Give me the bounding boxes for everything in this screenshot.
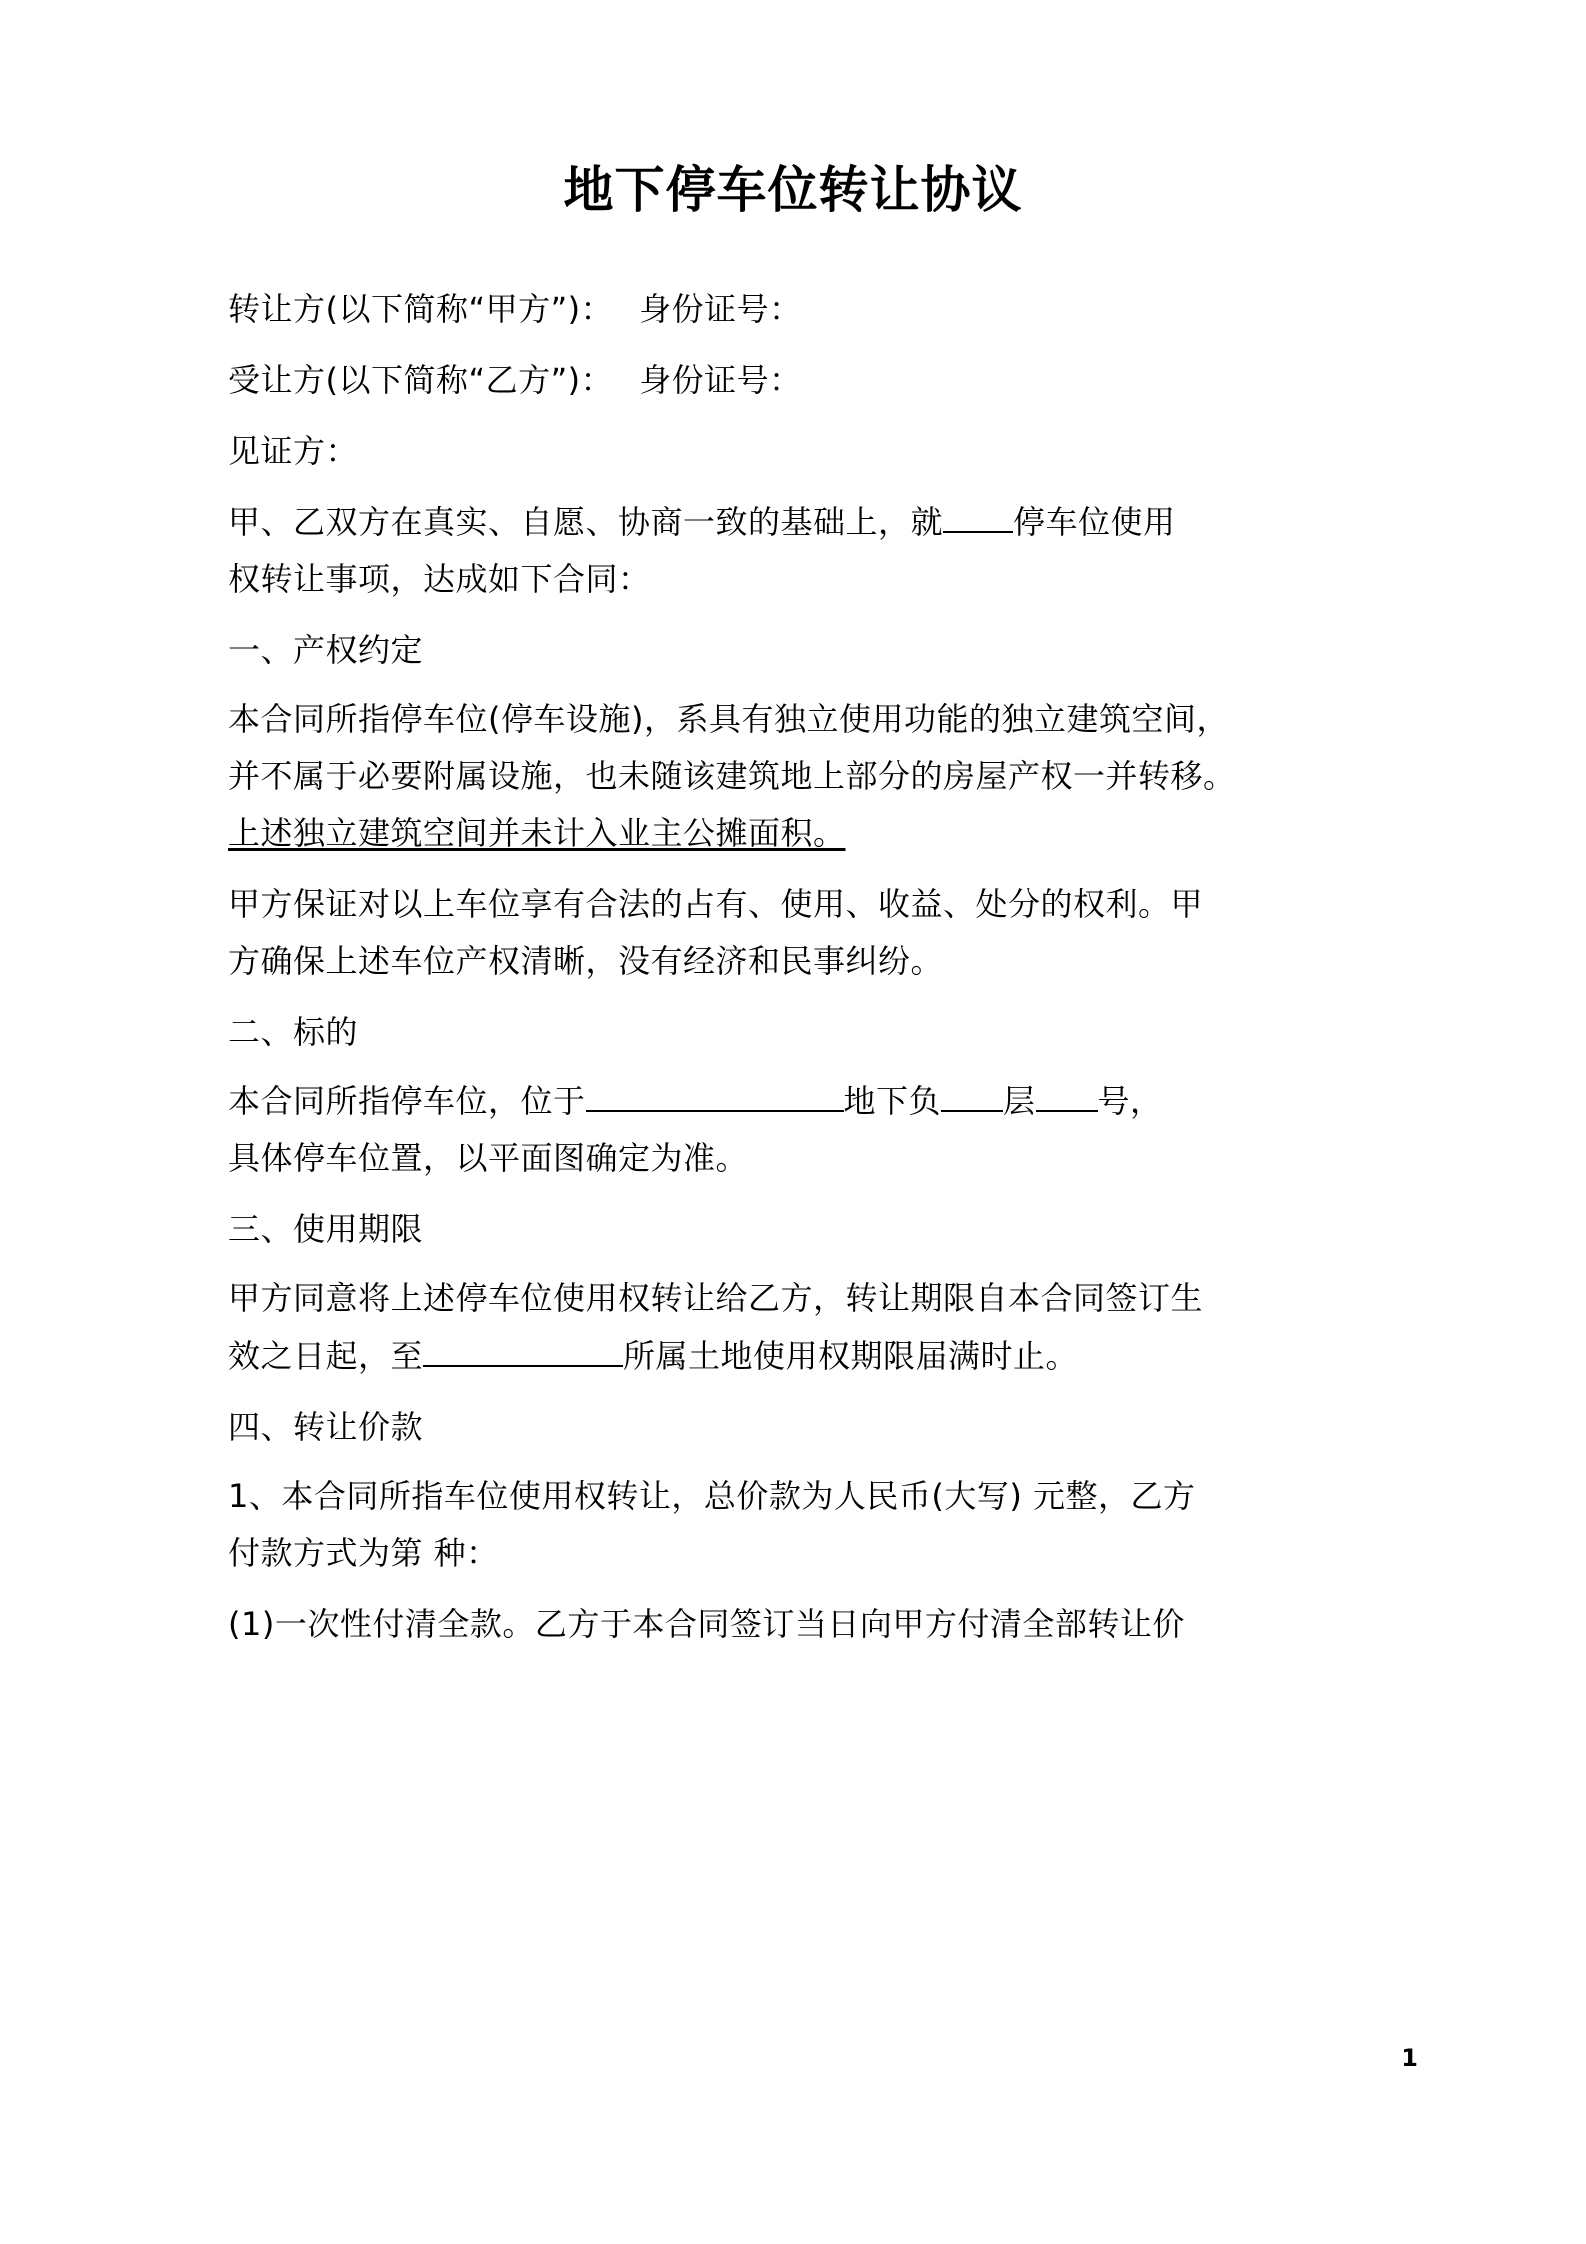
- s1-p2-line1-text: 甲方保证对以上车位享有合法的占有、使用、收益、处分的权利。甲: [228, 885, 1204, 924]
- heading-section-1: [228, 623, 1358, 678]
- s1-p1-line3-text: 上述独立建筑空间并未计入业主公摊面积。: [228, 814, 846, 853]
- paragraph-s1-p2-line2: [228, 934, 1358, 989]
- s1-p1-line1-text: 本合同所指停车位(停车设施)，系具有独立使用功能的独立建筑空间，: [228, 700, 1229, 739]
- paragraph-s3-line2: [228, 1329, 1358, 1384]
- s2-line1-seg-0: 本合同所指停车位，位于: [228, 1082, 586, 1121]
- transferee-id-label: 身份证号：: [639, 361, 802, 400]
- blank-field-land-use-term: [423, 1365, 623, 1367]
- paragraph-s2-line1: [228, 1074, 1358, 1129]
- paragraph-s4-line2: [228, 1526, 1358, 1581]
- section-2-title: 二、标的: [228, 1013, 359, 1052]
- paragraph-preamble-line1: [228, 495, 1358, 550]
- paragraph-s2-line2: [228, 1131, 1358, 1186]
- s4-option-1-text: (1)一次性付清全款。乙方于本合同签订当日向甲方付清全部转让价: [228, 1604, 1185, 1643]
- paragraph-s1-p1-line2: [228, 749, 1358, 804]
- s2-line2-text: 具体停车位置，以平面图确定为准。: [228, 1139, 749, 1178]
- paragraph-transferor: [228, 282, 1358, 337]
- s2-line1-seg-6: 号，: [1097, 1082, 1163, 1121]
- transferor-id-label: 身份证号：: [639, 290, 802, 328]
- s3-line2-seg-0: 效之日起，至: [228, 1336, 424, 1375]
- transferor-label: 转让方(以下简称“甲方”)：: [228, 290, 614, 328]
- paragraph-s1-p2-line1: [228, 877, 1358, 932]
- s2-line1-seg-4: 层: [1003, 1082, 1036, 1121]
- preamble-text-before: 甲、乙双方在真实、自愿、协商一致的基础上，就: [228, 503, 944, 542]
- section-1-title: 一、产权约定: [228, 631, 424, 670]
- s4-line1-text: 1、本合同所指车位使用权转让，总价款为人民币(大写) 元整，乙方: [228, 1476, 1196, 1515]
- paragraph-preamble-line2: [228, 552, 1358, 607]
- blank-field-location: [586, 1110, 844, 1112]
- blank-field-floor: [941, 1110, 1003, 1112]
- s4-line2-text: 付款方式为第 种：: [228, 1533, 499, 1572]
- heading-section-4: [228, 1400, 1358, 1455]
- paragraph-s3-line1: [228, 1271, 1358, 1326]
- transferee-label: 受让方(以下简称“乙方”)：: [228, 361, 614, 400]
- s2-line1-seg-2: 地下负: [843, 1082, 942, 1121]
- page-title: 地下停车位转让协议: [563, 161, 1023, 219]
- heading-section-3: [228, 1202, 1358, 1257]
- heading-section-2: [228, 1005, 1358, 1060]
- s3-line2-seg-2: 所属土地使用权期限届满时止。: [623, 1336, 1079, 1375]
- document-body: [228, 160, 1358, 1668]
- paragraph-s4-line1: [228, 1469, 1358, 1524]
- paragraph-s1-p1-line3: [228, 806, 1358, 861]
- s3-line1-text: 甲方同意将上述停车位使用权转让给乙方，转让期限自本合同签订生: [228, 1279, 1204, 1318]
- s1-p1-line2-text: 并不属于必要附属设施，也未随该建筑地上部分的房屋产权一并转移。: [228, 757, 1236, 796]
- paragraph-witness: [228, 424, 1358, 479]
- paragraph-transferee: [228, 353, 1358, 408]
- preamble-text-after: 停车位使用: [1013, 503, 1176, 542]
- witness-label: 见证方：: [228, 432, 359, 471]
- section-3-title: 三、使用期限: [228, 1210, 424, 1249]
- blank-field-parking-spot: [943, 531, 1013, 533]
- preamble-line2-text: 权转让事项，达成如下合同：: [228, 560, 651, 599]
- s1-p2-line2-text: 方确保上述车位产权清晰，没有经济和民事纠纷。: [228, 942, 944, 981]
- paragraph-s1-p1-line1: [228, 692, 1358, 747]
- paragraph-s4-option-1: [228, 1597, 1358, 1652]
- blank-field-number: [1036, 1110, 1098, 1112]
- section-4-title: 四、转让价款: [228, 1407, 424, 1446]
- page-number: 1: [1401, 2044, 1418, 2072]
